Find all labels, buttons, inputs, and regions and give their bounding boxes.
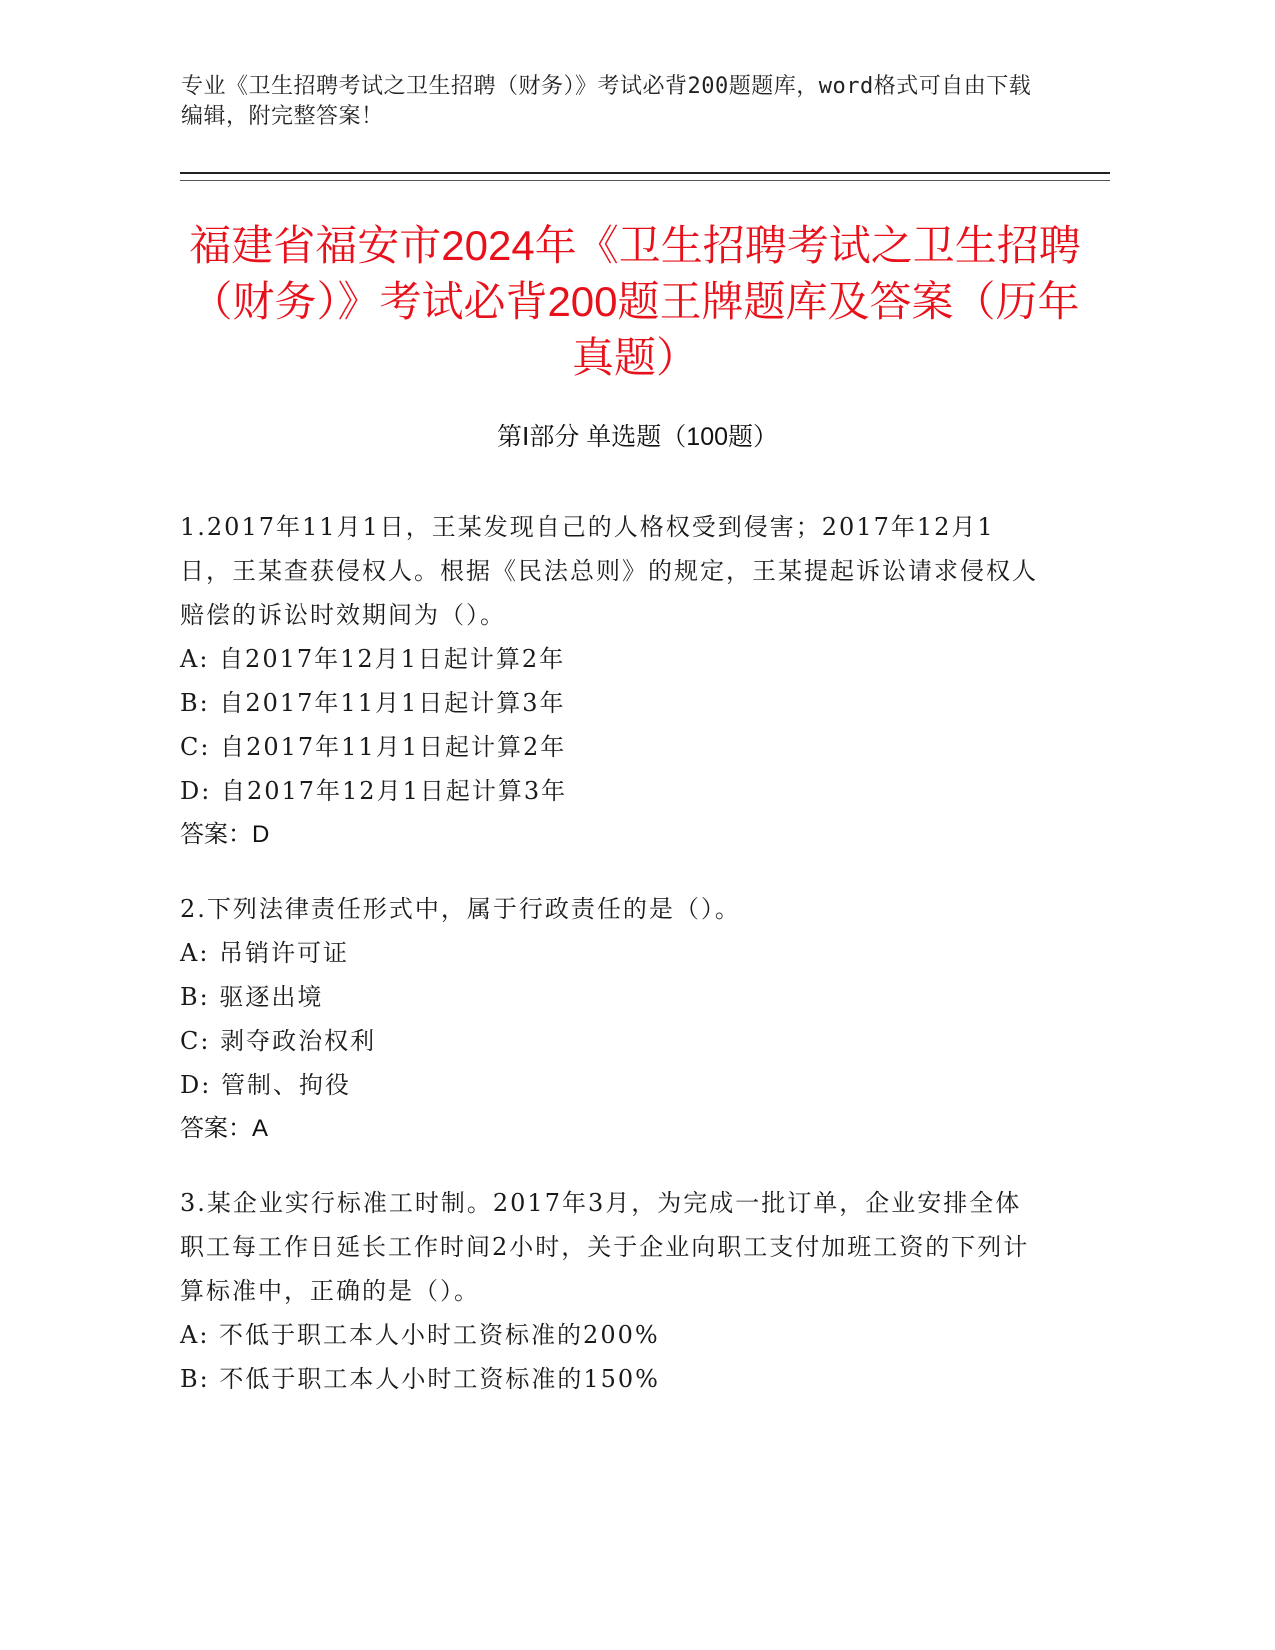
option-b: B: 自2017年11月1日起计算3年 <box>180 689 566 717</box>
question-text: 3.某企业实行标准工时制。2017年3月，为完成一批订单，企业安排全体职工每工作日延长工作时间2小时，关于企业向职工支付加班工资的下列计算标准中，正确的是（）。 <box>180 1189 1030 1305</box>
answer-line: 答案：A <box>180 1115 269 1142</box>
question-item <box>180 1181 1040 1401</box>
option-a: A: 不低于职工本人小时工资标准的200% <box>180 1321 660 1349</box>
option-b: B: 驱逐出境 <box>180 983 324 1011</box>
header-note: 专业《卫生招聘考试之卫生招聘（财务）》考试必背200题题库，word格式可自由下载编辑，附完整答案！ <box>181 74 1032 129</box>
option-c: C: 自2017年11月1日起计算2年 <box>180 733 567 761</box>
question-list <box>180 505 1040 1431</box>
document-title: 福建省福安市2024年《卫生招聘考试之卫生招聘（财务）》考试必背200题王牌题库及答案（历年真题） <box>189 222 1081 381</box>
option-a: A: 吊销许可证 <box>180 939 350 967</box>
section-heading: 第Ⅰ部分 单选题（100题） <box>496 423 779 451</box>
question-item <box>180 505 1040 857</box>
option-b: B: 不低于职工本人小时工资标准的150% <box>180 1365 660 1393</box>
option-c: C: 剥夺政治权利 <box>180 1027 377 1055</box>
header-divider-thin <box>180 180 1110 181</box>
option-d: D: 自2017年12月1日起计算3年 <box>180 777 568 805</box>
option-d: D: 管制、拘役 <box>180 1071 351 1099</box>
question-text: 2.下列法律责任形式中，属于行政责任的是（）。 <box>180 895 741 923</box>
question-text: 1.2017年11月1日，王某发现自己的人格权受到侵害；2017年12月1日，王某查获侵权人。根据《民法总则》的规定，王某提起诉讼请求侵权人赔偿的诉讼时效期间为（）。 <box>180 513 1038 629</box>
question-item <box>180 887 1040 1151</box>
option-a: A: 自2017年12月1日起计算2年 <box>180 645 566 673</box>
answer-line: 答案：D <box>180 821 270 848</box>
header-divider-thick <box>180 172 1110 174</box>
